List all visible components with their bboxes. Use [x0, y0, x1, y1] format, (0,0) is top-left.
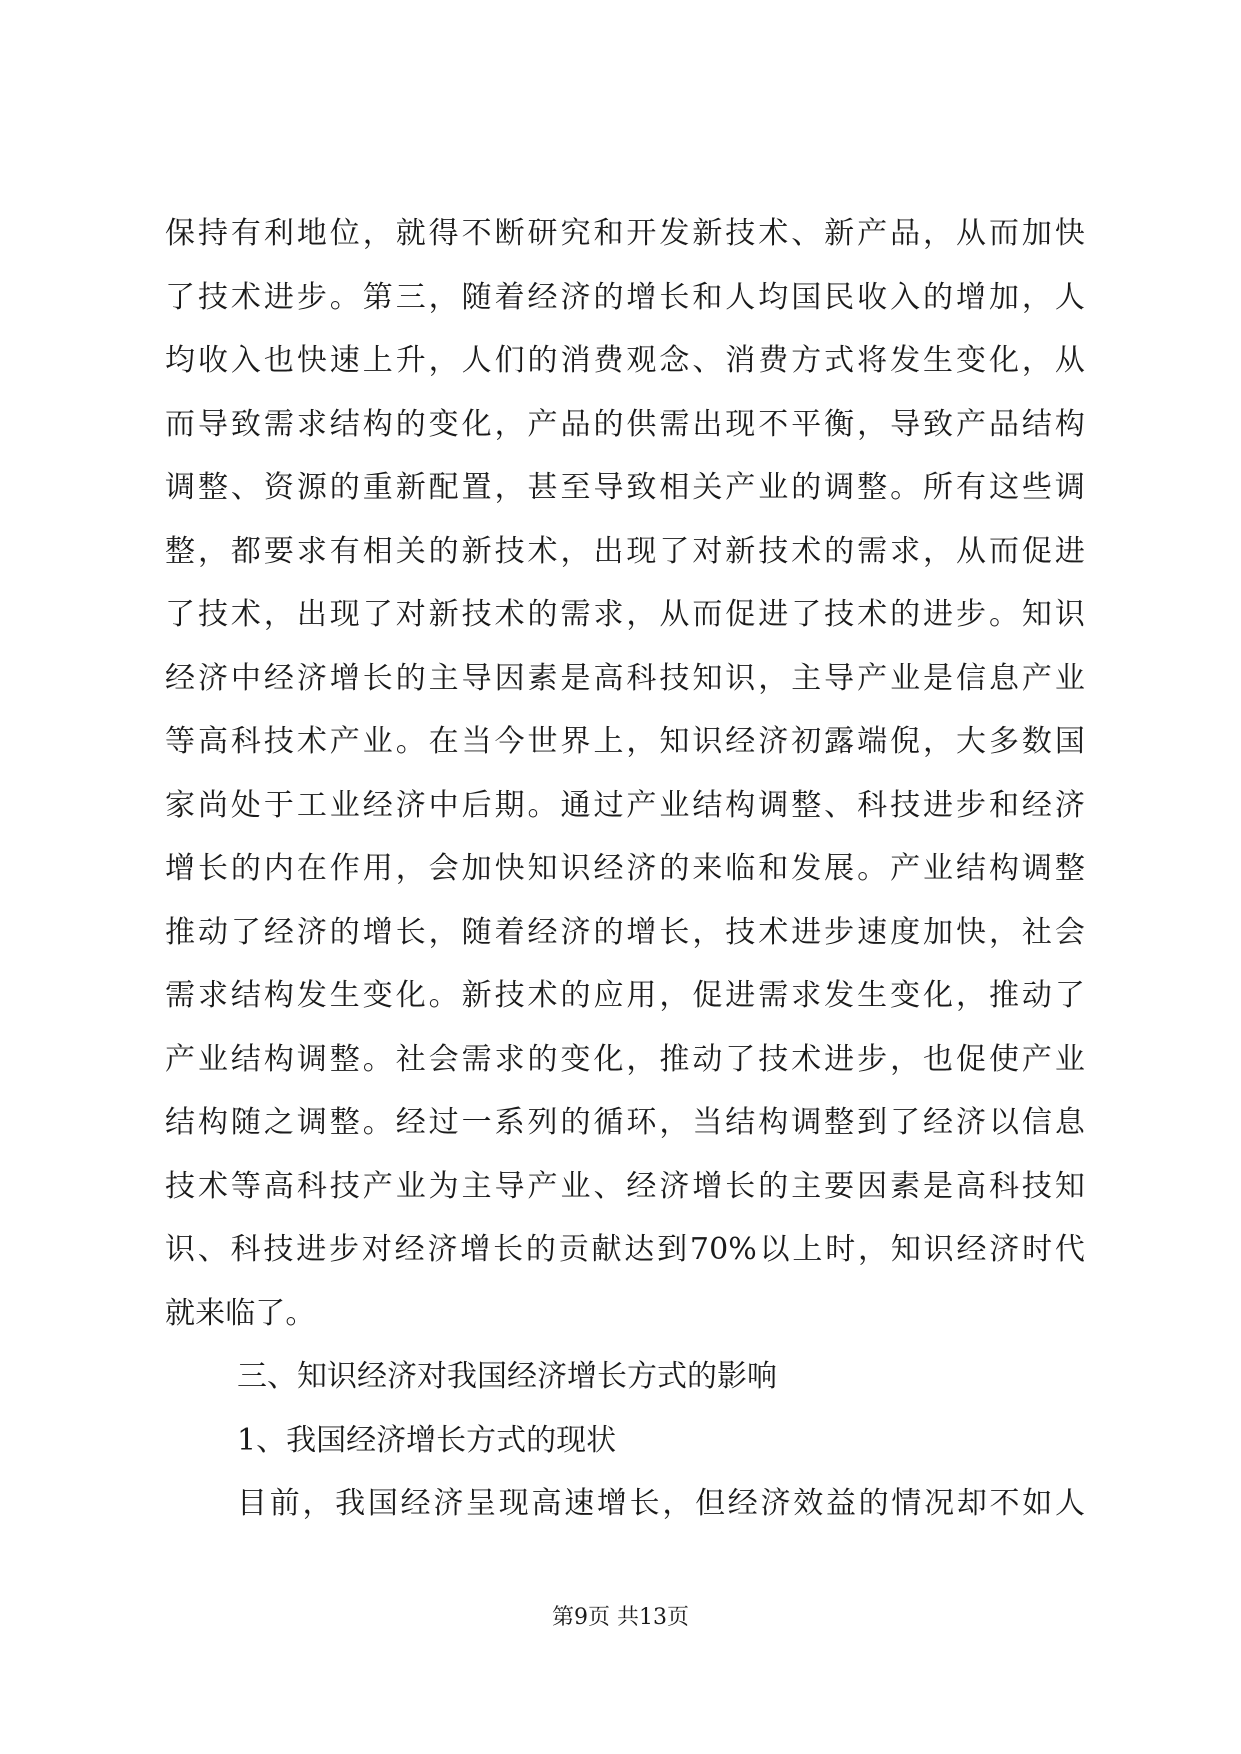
- paragraph-line: 识、科技进步对经济增长的贡献达到70%以上时，知识经济时代: [165, 1232, 1085, 1267]
- paragraph-line: 调整、资源的重新配置，甚至导致相关产业的调整。所有这些调: [165, 470, 1085, 505]
- paragraph-line: 家尚处于工业经济中后期。通过产业结构调整、科技进步和经济: [165, 787, 1085, 823]
- paragraph-line: 整，都要求有相关的新技术，出现了对新技术的需求，从而促进: [165, 533, 1085, 569]
- paragraph-line: 而导致需求结构的变化，产品的供需出现不平衡，导致产品结构: [165, 406, 1085, 442]
- paragraph-line: 需求结构发生变化。新技术的应用，促进需求发生变化，推动了: [165, 978, 1085, 1013]
- paragraph-line: 均收入也快速上升，人们的消费观念、消费方式将发生变化，从: [165, 343, 1085, 378]
- paragraph-line: 推动了经济的增长，随着经济的增长，技术进步速度加快，社会: [165, 914, 1085, 950]
- page-footer: 第9页 共13页: [552, 1605, 689, 1630]
- paragraph-line: 结构随之调整。经过一系列的循环，当结构调整到了经济以信息: [165, 1105, 1085, 1140]
- paragraph-line: 了技术进步。第三，随着经济的增长和人均国民收入的增加，人: [165, 279, 1085, 315]
- body-text: [165, 202, 1085, 1536]
- paragraph-line: 了技术，出现了对新技术的需求，从而促进了技术的进步。知识: [165, 597, 1085, 632]
- paragraph-line: 经济中经济增长的主导因素是高科技知识，主导产业是信息产业: [165, 660, 1085, 696]
- section-heading: 三、知识经济对我国经济增长方式的影响: [237, 1359, 777, 1394]
- paragraph-line: 就来临了。: [165, 1295, 316, 1331]
- paragraph-line: 目前，我国经济呈现高速增长，但经济效益的情况却不如人: [237, 1486, 1085, 1521]
- paragraph-line: 等高科技术产业。在当今世界上，知识经济初露端倪，大多数国: [165, 724, 1085, 759]
- subsection-heading: 1、我国经济增长方式的现状: [237, 1422, 617, 1458]
- paragraph-line: 技术等高科技产业为主导产业、经济增长的主要因素是高科技知: [165, 1168, 1085, 1204]
- paragraph-line: 增长的内在作用，会加快知识经济的来临和发展。产业结构调整: [165, 851, 1085, 886]
- paragraph-line: 保持有利地位，就得不断研究和开发新技术、新产品，从而加快: [165, 216, 1085, 251]
- paragraph-line: 产业结构调整。社会需求的变化，推动了技术进步，也促使产业: [165, 1041, 1085, 1077]
